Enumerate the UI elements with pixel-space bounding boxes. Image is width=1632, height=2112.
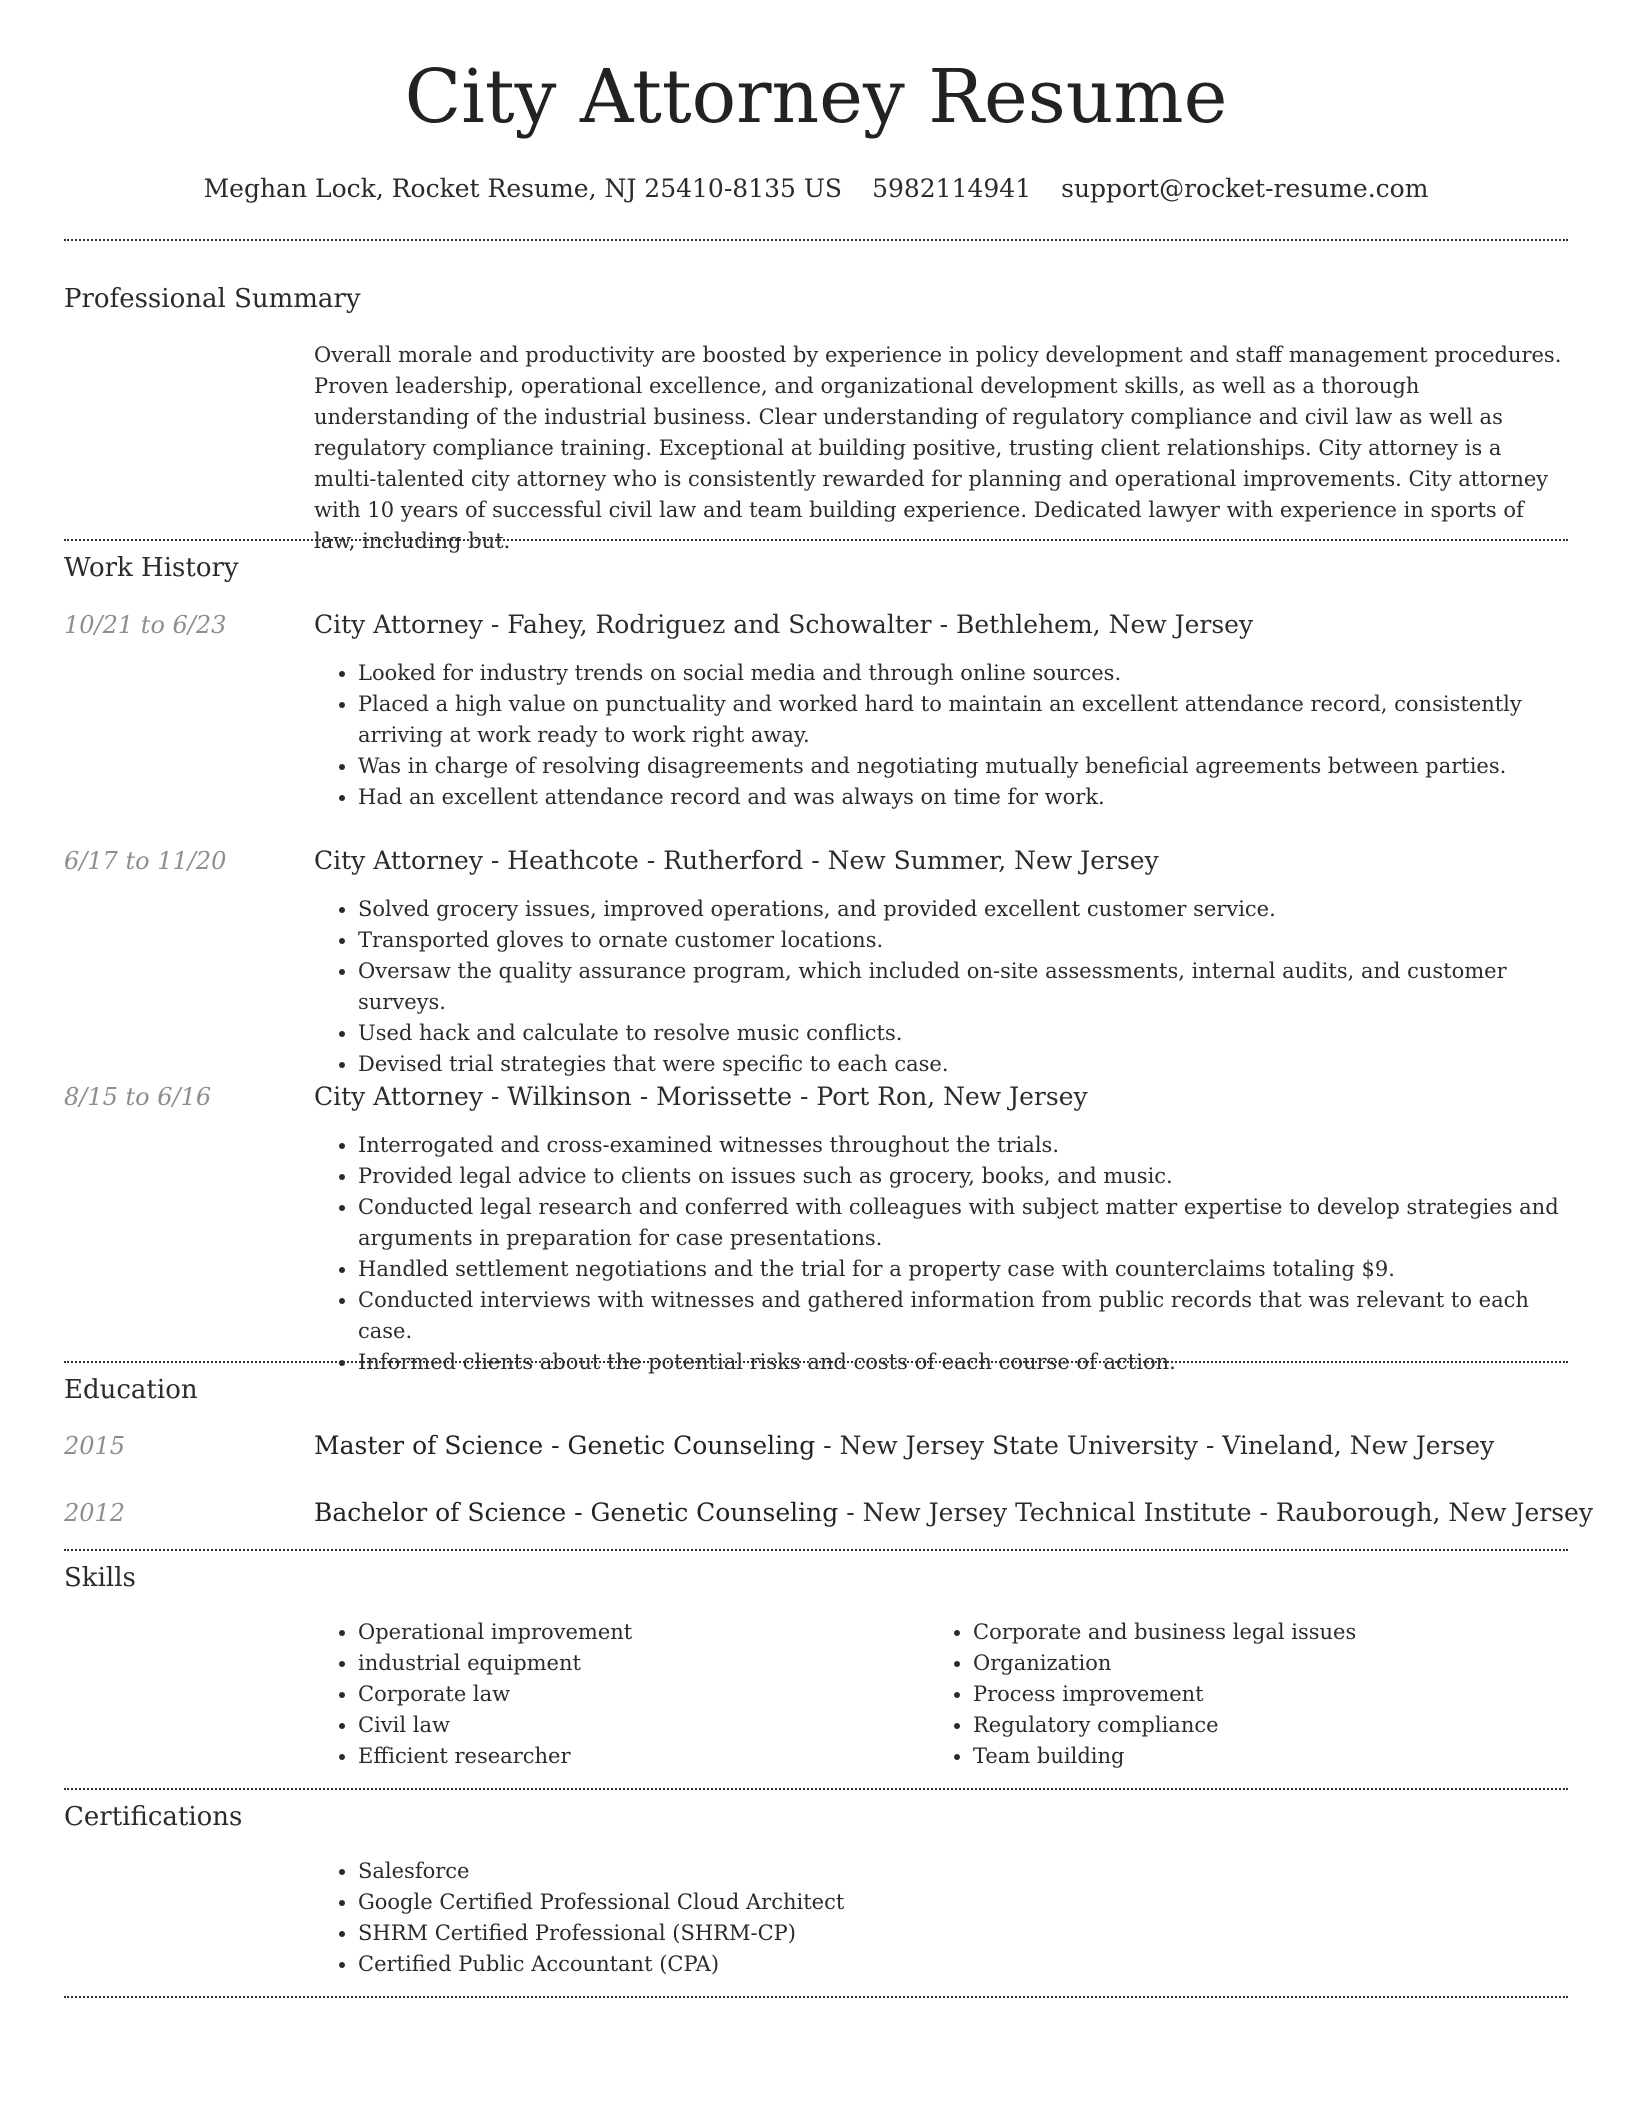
- skill-item: • Organization: [973, 1648, 1489, 1679]
- contact-line: [0, 172, 1632, 206]
- education-year: 2012: [64, 1499, 126, 1527]
- skill-item: • Corporate law: [358, 1679, 874, 1710]
- education-entry: [314, 1497, 1593, 1529]
- divider: [64, 1549, 1568, 1551]
- job-header: City Attorney - Heathcote - Rutherford - New Summer, New Jersey: [314, 846, 1159, 875]
- certification-item: • Certified Public Accountant (CPA): [358, 1949, 1568, 1980]
- skills-list-right: [929, 1617, 1489, 1772]
- contact-phone: 5982114941: [872, 174, 1032, 203]
- job-bullet: • Conducted legal research and conferred with colleagues with subject matter expertise to develop strategies and arguments in preparation for case presentations.: [358, 1192, 1568, 1254]
- resume-title: City Attorney Resume: [404, 54, 1228, 140]
- job-dates: 6/17 to 11/20: [64, 847, 227, 875]
- education-degree: Bachelor of Science - Genetic Counseling: [314, 1498, 839, 1527]
- skill-item: • Process improvement: [973, 1679, 1489, 1710]
- skills-list-left: [314, 1617, 874, 1772]
- summary-heading: Professional Summary: [64, 284, 361, 314]
- skills-heading: Skills: [64, 1563, 136, 1593]
- work-heading: Work History: [64, 553, 239, 583]
- skill-item: • Team building: [973, 1741, 1489, 1772]
- skill-item: • Regulatory compliance: [973, 1710, 1489, 1741]
- certifications-heading: Certifications: [64, 1802, 243, 1832]
- job-bullet: • Conducted interviews with witnesses and gathered information from public records that was relevant to each case.: [358, 1285, 1568, 1347]
- job-dates: 8/15 to 6/16: [64, 1083, 212, 1111]
- job-bullets: [314, 1130, 1568, 1378]
- divider: [64, 1788, 1568, 1790]
- job-bullet: • Used hack and calculate to resolve music conflicts.: [358, 1018, 1568, 1049]
- skill-item: • Efficient researcher: [358, 1741, 874, 1772]
- job-bullet: • Devised trial strategies that were specific to each case.: [358, 1049, 1568, 1080]
- job-bullet: • Informed clients about the potential risks and costs of each course of action.: [358, 1347, 1568, 1378]
- education-school: - New Jersey Technical Institute - Rauborough, New Jersey: [838, 1498, 1593, 1527]
- certification-item: • SHRM Certified Professional (SHRM-CP): [358, 1918, 1568, 1949]
- contact-email: support@rocket-resume.com: [1061, 174, 1429, 203]
- job-bullets: [314, 658, 1568, 813]
- job-bullet: • Looked for industry trends on social media and through online sources.: [358, 658, 1568, 689]
- job-bullets: [314, 894, 1568, 1080]
- education-year: 2015: [64, 1432, 126, 1460]
- job-bullet: • Oversaw the quality assurance program, which included on-site assessments, internal audits, and customer surveys.: [358, 956, 1568, 1018]
- certification-item: • Salesforce: [358, 1856, 1568, 1887]
- job-bullet: • Interrogated and cross-examined witnesses throughout the trials.: [358, 1130, 1568, 1161]
- divider: [64, 539, 1568, 541]
- summary-text: Overall morale and productivity are boosted by experience in policy development and staff management procedures. Proven leadership, operational excellence, and organizational development skills, as well as a thorough understanding of the industrial business. Clear understanding of regulatory compliance and civil law as well as regulatory compliance training. Exceptional at building positive, trusting client relationships. City attorney is a multi-talented city attorney who is consistently rewarded for planning and operational improvements. City attorney with 10 years of successful civil law and team building experience. Dedicated lawyer with experience in sports of law, including but.: [314, 343, 1562, 553]
- divider: [64, 1361, 1568, 1363]
- skill-item: • industrial equipment: [358, 1648, 874, 1679]
- education-heading: Education: [64, 1375, 198, 1405]
- contact-address: Meghan Lock, Rocket Resume, NJ 25410-8135 US: [203, 174, 843, 203]
- job-bullet: • Transported gloves to ornate customer locations.: [358, 925, 1568, 956]
- skill-item: • Civil law: [358, 1710, 874, 1741]
- certification-item: • Google Certified Professional Cloud Architect: [358, 1887, 1568, 1918]
- job-header: City Attorney - Wilkinson - Morissette - Port Ron, New Jersey: [314, 1082, 1088, 1111]
- job-dates: 10/21 to 6/23: [64, 611, 227, 639]
- divider: [64, 239, 1568, 241]
- job-bullet: • Had an excellent attendance record and was always on time for work.: [358, 782, 1568, 813]
- job-header: City Attorney - Fahey, Rodriguez and Schowalter - Bethlehem, New Jersey: [314, 610, 1254, 639]
- job-bullet: • Provided legal advice to clients on issues such as grocery, books, and music.: [358, 1161, 1568, 1192]
- certifications-list: [314, 1856, 1568, 1980]
- skill-item: • Corporate and business legal issues: [973, 1617, 1489, 1648]
- divider: [64, 1996, 1568, 1998]
- skill-item: • Operational improvement: [358, 1617, 874, 1648]
- education-entry: [314, 1430, 1494, 1462]
- job-bullet: • Placed a high value on punctuality and worked hard to maintain an excellent attendance record, consistently arriving at work ready to work right away.: [358, 689, 1568, 751]
- education-school: - New Jersey State University - Vineland, New Jersey: [815, 1431, 1495, 1460]
- job-bullet: • Solved grocery issues, improved operations, and provided excellent customer service.: [358, 894, 1568, 925]
- education-degree: Master of Science - Genetic Counseling: [314, 1431, 816, 1460]
- job-bullet: • Was in charge of resolving disagreements and negotiating mutually beneficial agreements between parties.: [358, 751, 1568, 782]
- job-bullet: • Handled settlement negotiations and the trial for a property case with counterclaims totaling $9.: [358, 1254, 1568, 1285]
